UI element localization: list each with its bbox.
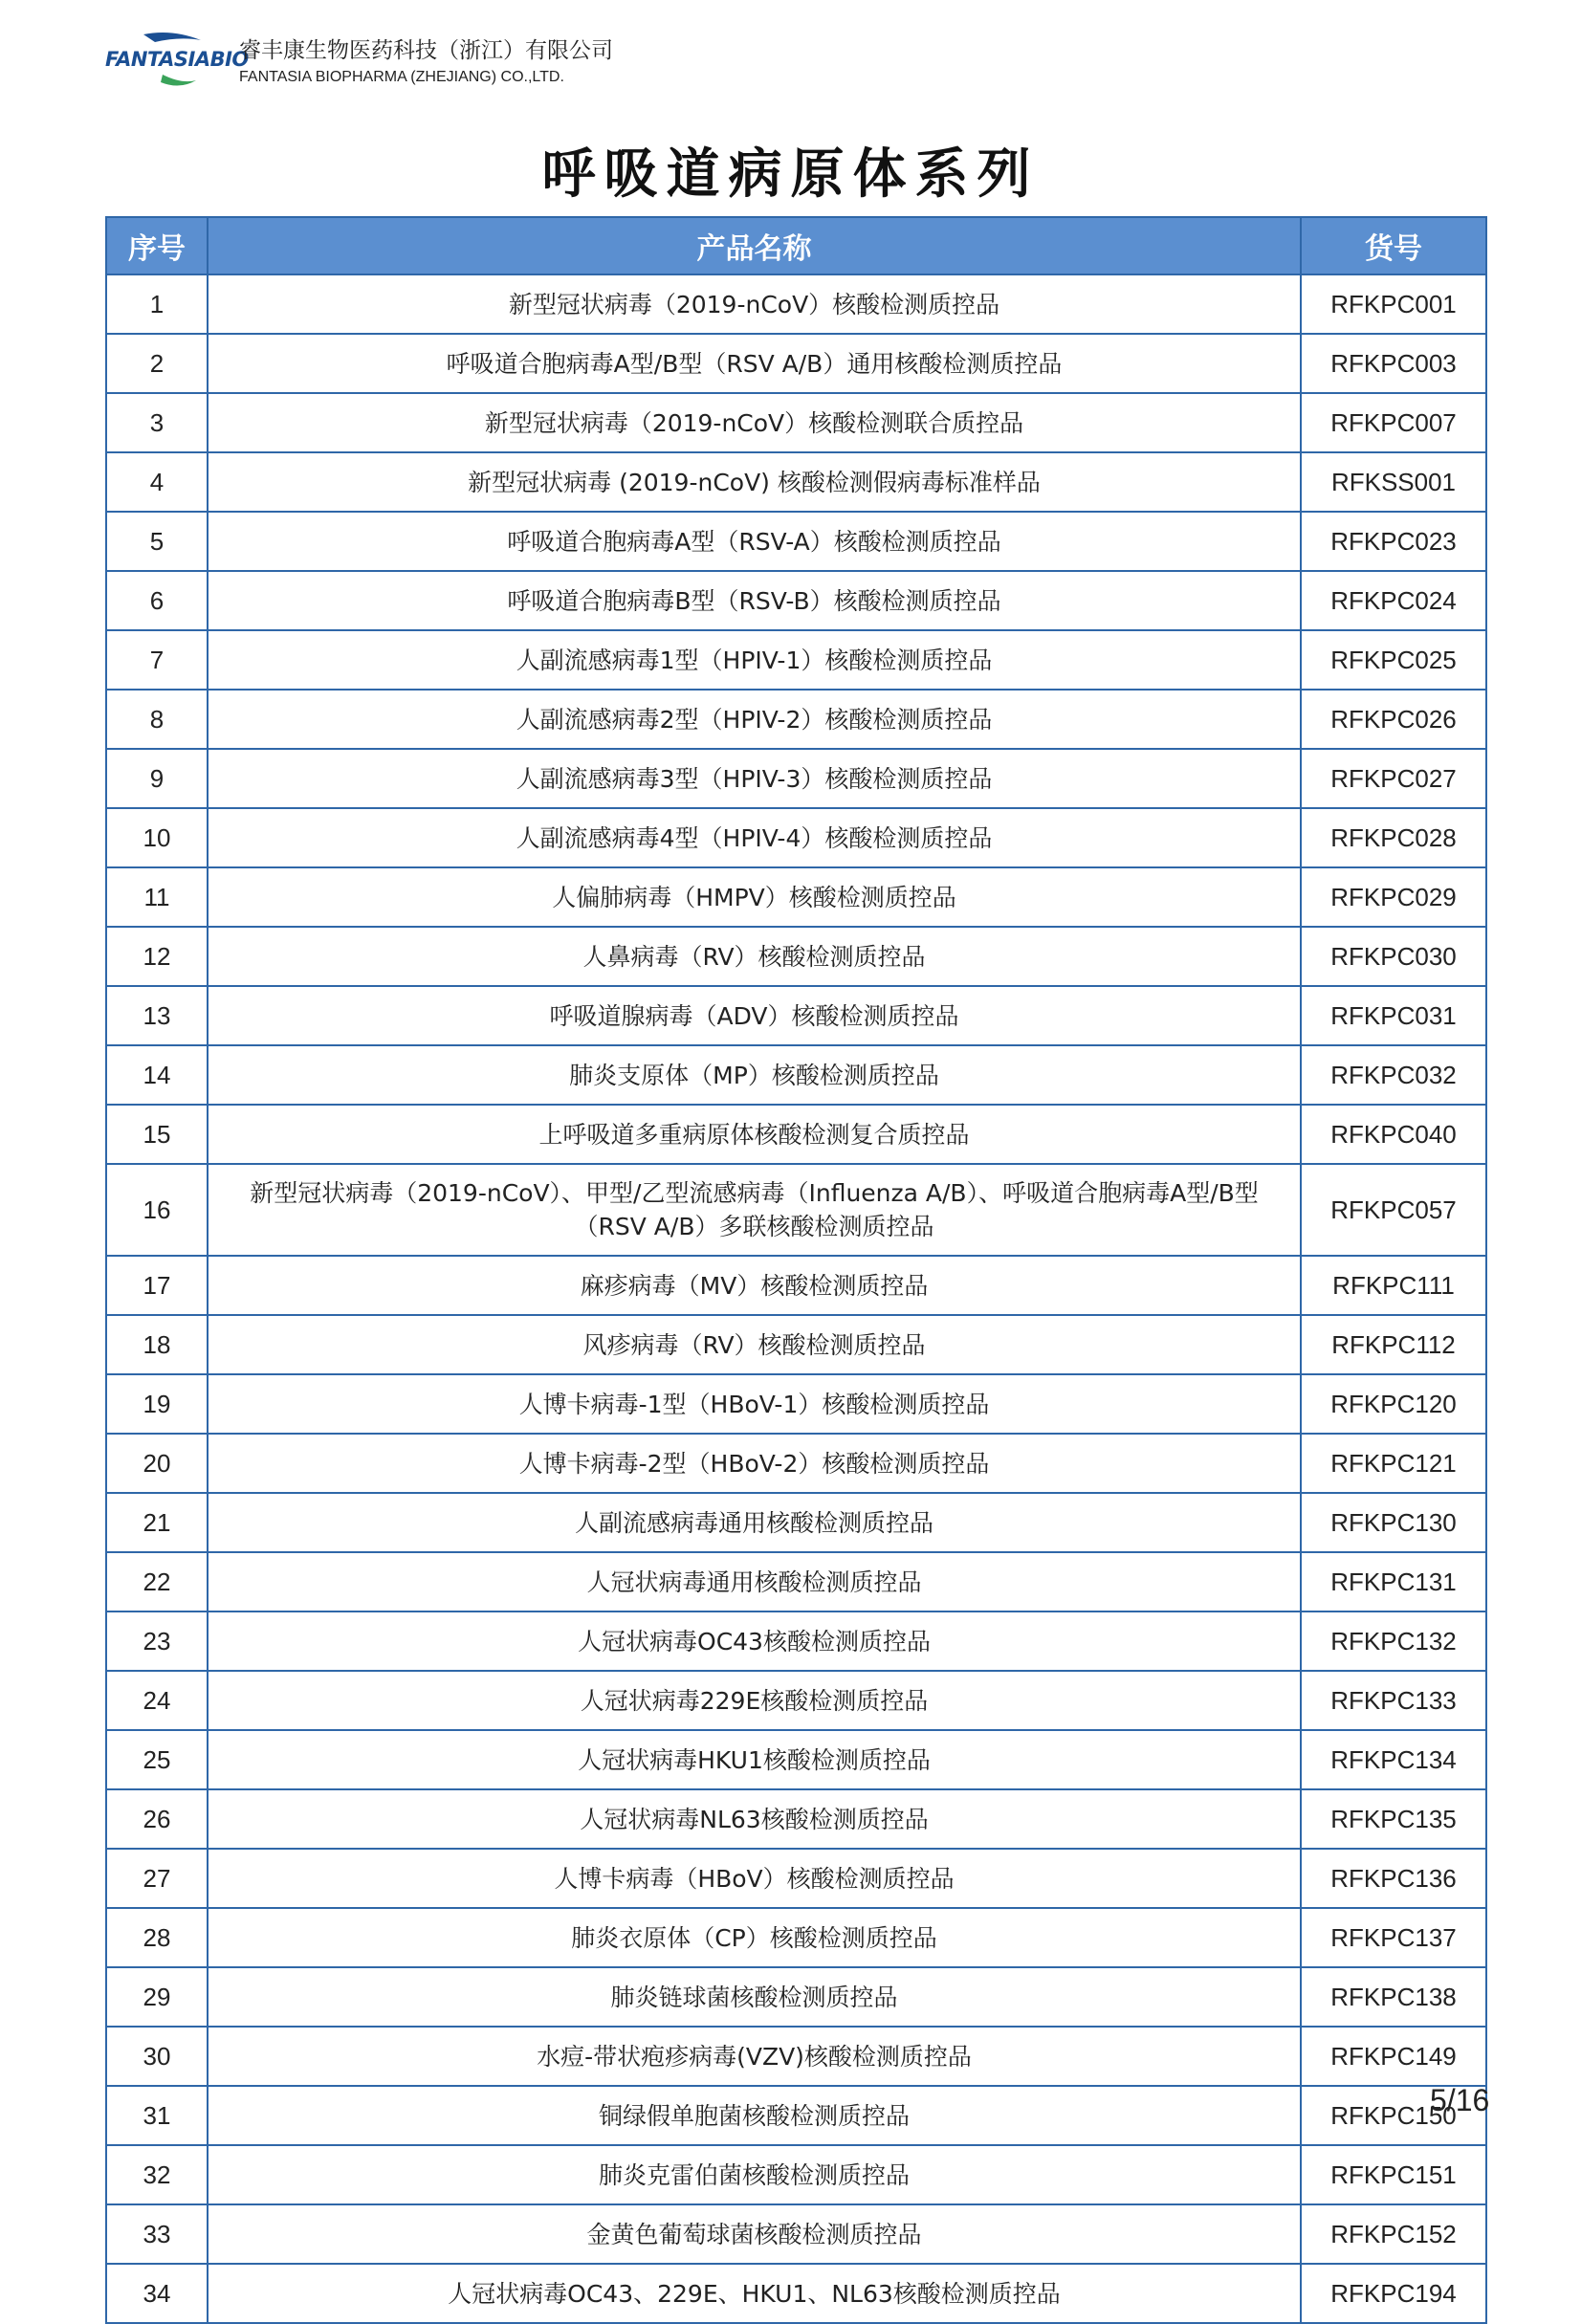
cell-item-code: RFKPC132 bbox=[1301, 1611, 1486, 1671]
table-row bbox=[106, 2027, 1486, 2086]
cell-item-code: RFKPC007 bbox=[1301, 393, 1486, 452]
table-row bbox=[106, 1045, 1486, 1105]
cell-item-code: RFKPC029 bbox=[1301, 867, 1486, 927]
cell-product-name: 人副流感病毒通用核酸检测质控品 bbox=[208, 1493, 1301, 1552]
table-row bbox=[106, 2204, 1486, 2264]
table-row bbox=[106, 867, 1486, 927]
cell-item-code: RFKPC134 bbox=[1301, 1730, 1486, 1789]
cell-item-code: RFKPC149 bbox=[1301, 2027, 1486, 2086]
cell-product-name: 人冠状病毒229E核酸检测质控品 bbox=[208, 1671, 1301, 1730]
cell-item-code: RFKPC138 bbox=[1301, 1967, 1486, 2027]
cell-product-name: 金黄色葡萄球菌核酸检测质控品 bbox=[208, 2204, 1301, 2264]
company-logo bbox=[105, 27, 249, 94]
cell-index: 26 bbox=[106, 1789, 208, 1849]
cell-item-code: RFKPC031 bbox=[1301, 986, 1486, 1045]
cell-product-name: 肺炎衣原体（CP）核酸检测质控品 bbox=[208, 1908, 1301, 1967]
table-row bbox=[106, 1552, 1486, 1611]
page-title: 呼吸道病原体系列 bbox=[541, 143, 1040, 206]
cell-index: 8 bbox=[106, 690, 208, 749]
cell-item-code: RFKPC040 bbox=[1301, 1105, 1486, 1164]
cell-item-code: RFKPC023 bbox=[1301, 512, 1486, 571]
cell-item-code: RFKPC112 bbox=[1301, 1315, 1486, 1374]
cell-index: 20 bbox=[106, 1434, 208, 1493]
cell-index: 13 bbox=[106, 986, 208, 1045]
cell-item-code: RFKPC001 bbox=[1301, 274, 1486, 334]
cell-item-code: RFKPC120 bbox=[1301, 1374, 1486, 1434]
cell-product-name: 麻疹病毒（MV）核酸检测质控品 bbox=[208, 1256, 1301, 1315]
cell-index: 10 bbox=[106, 808, 208, 867]
cell-item-code: RFKPC026 bbox=[1301, 690, 1486, 749]
cell-index: 25 bbox=[106, 1730, 208, 1789]
table-row bbox=[106, 1730, 1486, 1789]
cell-item-code: RFKPC027 bbox=[1301, 749, 1486, 808]
cell-index: 7 bbox=[106, 630, 208, 690]
cell-index: 5 bbox=[106, 512, 208, 571]
product-table bbox=[105, 216, 1490, 2324]
cell-product-name: 人副流感病毒3型（HPIV-3）核酸检测质控品 bbox=[208, 749, 1301, 808]
cell-product-name: 上呼吸道多重病原体核酸检测复合质控品 bbox=[208, 1105, 1301, 1164]
cell-index: 22 bbox=[106, 1552, 208, 1611]
cell-product-name: 人偏肺病毒（HMPV）核酸检测质控品 bbox=[208, 867, 1301, 927]
cell-index: 18 bbox=[106, 1315, 208, 1374]
table-row bbox=[106, 571, 1486, 630]
table-row bbox=[106, 1611, 1486, 1671]
table-row bbox=[106, 1374, 1486, 1434]
header-item-code: 货号 bbox=[1301, 217, 1486, 274]
cell-item-code: RFKPC025 bbox=[1301, 630, 1486, 690]
table-row bbox=[106, 512, 1486, 571]
cell-item-code: RFKSS001 bbox=[1301, 452, 1486, 512]
table-row bbox=[106, 808, 1486, 867]
cell-product-name: 新型冠状病毒（2019-nCoV）核酸检测联合质控品 bbox=[208, 393, 1301, 452]
cell-index: 14 bbox=[106, 1045, 208, 1105]
cell-product-name: 水痘-带状疱疹病毒(VZV)核酸检测质控品 bbox=[208, 2027, 1301, 2086]
cell-index: 34 bbox=[106, 2264, 208, 2323]
cell-index: 4 bbox=[106, 452, 208, 512]
company-name-en: FANTASIA BIOPHARMA (ZHEJIANG) CO.,LTD. bbox=[239, 69, 564, 85]
cell-index: 9 bbox=[106, 749, 208, 808]
page-header bbox=[105, 27, 679, 94]
cell-index: 21 bbox=[106, 1493, 208, 1552]
cell-item-code: RFKPC057 bbox=[1301, 1164, 1486, 1256]
table-row bbox=[106, 1315, 1486, 1374]
table-row bbox=[106, 274, 1486, 334]
cell-index: 3 bbox=[106, 393, 208, 452]
cell-item-code: RFKPC131 bbox=[1301, 1552, 1486, 1611]
cell-product-name: 风疹病毒（RV）核酸检测质控品 bbox=[208, 1315, 1301, 1374]
cell-index: 32 bbox=[106, 2145, 208, 2204]
cell-product-name: 人冠状病毒NL63核酸检测质控品 bbox=[208, 1789, 1301, 1849]
cell-product-name: 新型冠状病毒 (2019-nCoV) 核酸检测假病毒标准样品 bbox=[208, 452, 1301, 512]
table-row bbox=[106, 2264, 1486, 2323]
table-row bbox=[106, 1967, 1486, 2027]
cell-item-code: RFKPC133 bbox=[1301, 1671, 1486, 1730]
table-body bbox=[106, 274, 1486, 2323]
cell-index: 27 bbox=[106, 1849, 208, 1908]
cell-item-code: RFKPC194 bbox=[1301, 2264, 1486, 2323]
cell-item-code: RFKPC030 bbox=[1301, 927, 1486, 986]
cell-product-name: 肺炎克雷伯菌核酸检测质控品 bbox=[208, 2145, 1301, 2204]
cell-index: 12 bbox=[106, 927, 208, 986]
table-row bbox=[106, 1789, 1486, 1849]
table-row bbox=[106, 630, 1486, 690]
cell-product-name: 人副流感病毒1型（HPIV-1）核酸检测质控品 bbox=[208, 630, 1301, 690]
cell-index: 19 bbox=[106, 1374, 208, 1434]
cell-index: 15 bbox=[106, 1105, 208, 1164]
cell-product-name: 新型冠状病毒（2019-nCoV）、甲型/乙型流感病毒（Influenza A/B）、呼吸道合胞病毒A型/B型（RSV A/B）多联核酸检测质控品 bbox=[208, 1164, 1301, 1256]
cell-index: 29 bbox=[106, 1967, 208, 2027]
cell-item-code: RFKPC028 bbox=[1301, 808, 1486, 867]
cell-index: 11 bbox=[106, 867, 208, 927]
table-row bbox=[106, 2086, 1486, 2145]
cell-product-name: 人冠状病毒通用核酸检测质控品 bbox=[208, 1552, 1301, 1611]
table-row bbox=[106, 452, 1486, 512]
cell-index: 30 bbox=[106, 2027, 208, 2086]
page-number: 5/16 bbox=[1430, 2083, 1490, 2117]
cell-item-code: RFKPC136 bbox=[1301, 1849, 1486, 1908]
cell-product-name: 呼吸道合胞病毒A型/B型（RSV A/B）通用核酸检测质控品 bbox=[208, 334, 1301, 393]
cell-product-name: 人冠状病毒HKU1核酸检测质控品 bbox=[208, 1730, 1301, 1789]
cell-item-code: RFKPC135 bbox=[1301, 1789, 1486, 1849]
table-row bbox=[106, 927, 1486, 986]
table-row bbox=[106, 1256, 1486, 1315]
table-row bbox=[106, 1849, 1486, 1908]
cell-item-code: RFKPC121 bbox=[1301, 1434, 1486, 1493]
cell-product-name: 人博卡病毒-2型（HBoV-2）核酸检测质控品 bbox=[208, 1434, 1301, 1493]
table-row bbox=[106, 1671, 1486, 1730]
table-row bbox=[106, 1164, 1486, 1256]
product-table-wrapper bbox=[105, 216, 1490, 2324]
table-row bbox=[106, 393, 1486, 452]
cell-product-name: 铜绿假单胞菌核酸检测质控品 bbox=[208, 2086, 1301, 2145]
cell-item-code: RFKPC152 bbox=[1301, 2204, 1486, 2264]
cell-product-name: 人鼻病毒（RV）核酸检测质控品 bbox=[208, 927, 1301, 986]
cell-index: 24 bbox=[106, 1671, 208, 1730]
header-index: 序号 bbox=[106, 217, 208, 274]
header-product-name: 产品名称 bbox=[208, 217, 1301, 274]
cell-index: 28 bbox=[106, 1908, 208, 1967]
cell-product-name: 人副流感病毒4型（HPIV-4）核酸检测质控品 bbox=[208, 808, 1301, 867]
table-header-row bbox=[106, 217, 1486, 274]
cell-product-name: 人冠状病毒OC43核酸检测质控品 bbox=[208, 1611, 1301, 1671]
cell-index: 33 bbox=[106, 2204, 208, 2264]
cell-item-code: RFKPC130 bbox=[1301, 1493, 1486, 1552]
table-row bbox=[106, 690, 1486, 749]
cell-product-name: 呼吸道合胞病毒A型（RSV-A）核酸检测质控品 bbox=[208, 512, 1301, 571]
cell-item-code: RFKPC150 bbox=[1301, 2086, 1486, 2145]
table-row bbox=[106, 1908, 1486, 1967]
table-row bbox=[106, 1434, 1486, 1493]
table-row bbox=[106, 749, 1486, 808]
cell-item-code: RFKPC137 bbox=[1301, 1908, 1486, 1967]
cell-item-code: RFKPC032 bbox=[1301, 1045, 1486, 1105]
cell-item-code: RFKPC003 bbox=[1301, 334, 1486, 393]
cell-index: 17 bbox=[106, 1256, 208, 1315]
cell-product-name: 人副流感病毒2型（HPIV-2）核酸检测质控品 bbox=[208, 690, 1301, 749]
cell-product-name: 新型冠状病毒（2019-nCoV）核酸检测质控品 bbox=[208, 274, 1301, 334]
cell-product-name: 人冠状病毒OC43、229E、HKU1、NL63核酸检测质控品 bbox=[208, 2264, 1301, 2323]
cell-product-name: 肺炎链球菌核酸检测质控品 bbox=[208, 1967, 1301, 2027]
cell-index: 23 bbox=[106, 1611, 208, 1671]
cell-index: 16 bbox=[106, 1164, 208, 1256]
table-row bbox=[106, 986, 1486, 1045]
company-name-cn: 睿丰康生物医药科技（浙江）有限公司 bbox=[239, 38, 613, 63]
cell-product-name: 肺炎支原体（MP）核酸检测质控品 bbox=[208, 1045, 1301, 1105]
cell-item-code: RFKPC111 bbox=[1301, 1256, 1486, 1315]
table-row bbox=[106, 2145, 1486, 2204]
cell-item-code: RFKPC151 bbox=[1301, 2145, 1486, 2204]
table-row bbox=[106, 1105, 1486, 1164]
cell-product-name: 人博卡病毒-1型（HBoV-1）核酸检测质控品 bbox=[208, 1374, 1301, 1434]
logo-text: FANTASIABIO bbox=[105, 48, 249, 71]
table-row bbox=[106, 1493, 1486, 1552]
cell-index: 1 bbox=[106, 274, 208, 334]
table-row bbox=[106, 334, 1486, 393]
cell-index: 2 bbox=[106, 334, 208, 393]
cell-product-name: 呼吸道合胞病毒B型（RSV-B）核酸检测质控品 bbox=[208, 571, 1301, 630]
cell-product-name: 人博卡病毒（HBoV）核酸检测质控品 bbox=[208, 1849, 1301, 1908]
cell-index: 31 bbox=[106, 2086, 208, 2145]
cell-product-name: 呼吸道腺病毒（ADV）核酸检测质控品 bbox=[208, 986, 1301, 1045]
cell-item-code: RFKPC024 bbox=[1301, 571, 1486, 630]
cell-index: 6 bbox=[106, 571, 208, 630]
